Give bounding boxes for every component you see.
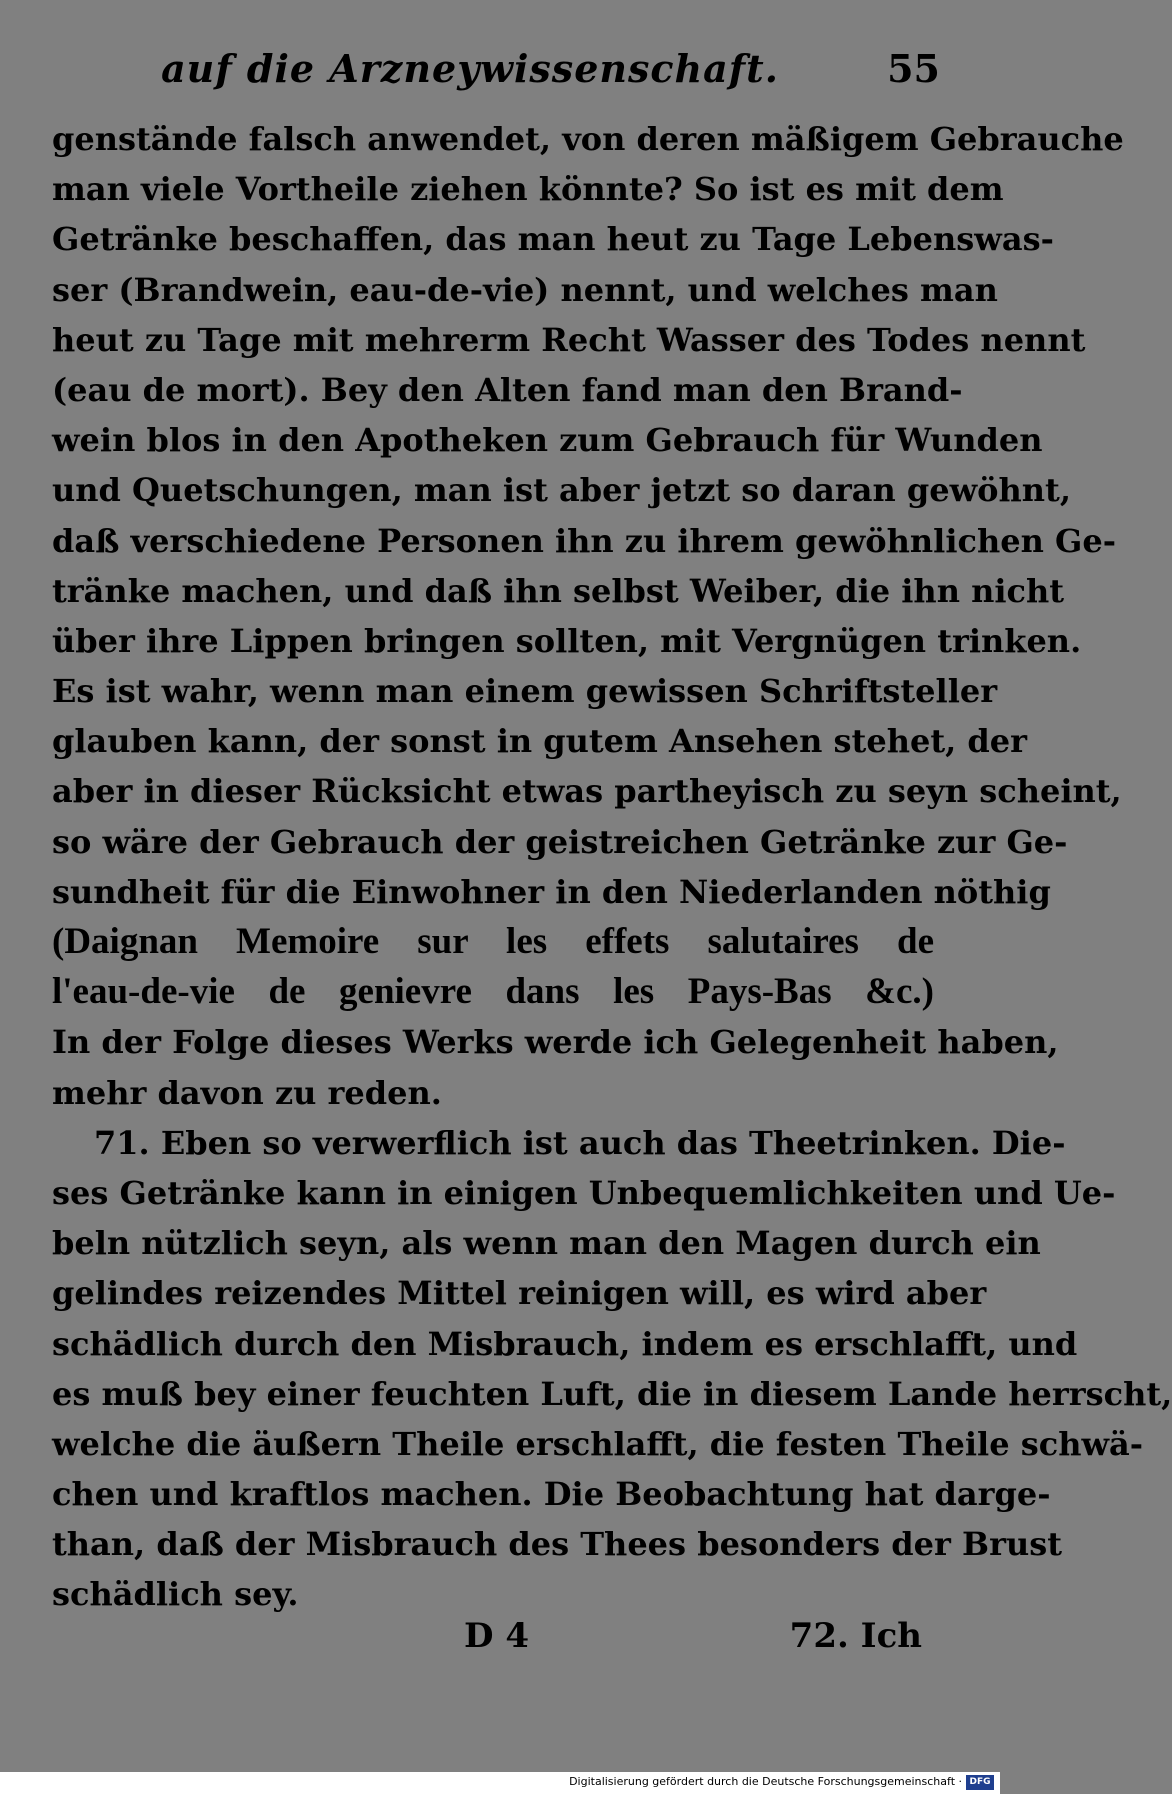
text-line: beln nützlich seyn, als wenn man den Magen durch ein (52, 1224, 1041, 1263)
page-number: 55 (887, 46, 940, 91)
text-line: glauben kann, der sonst in gutem Ansehen stehet, der (52, 722, 1027, 761)
body-text (52, 114, 1172, 1620)
text-line: chen und kraftlos machen. Die Beobachtung hat darge- (52, 1475, 1051, 1514)
text-line: schädlich sey. (52, 1575, 299, 1614)
text-line: tränke machen, und daß ihn selbst Weiber, die ihn nicht (52, 571, 1065, 610)
text-line: mehr davon zu reden. (52, 1073, 442, 1112)
paragraph-start-line: 71. Eben so verwerflich ist auch das Theetrinken. Die- (94, 1123, 1066, 1162)
page-footer (52, 1616, 922, 1676)
text-line: wein blos in den Apotheken zum Gebrauch für Wunden (52, 421, 1043, 460)
text-line: (eau de mort). Bey den Alten fand man den Brand- (52, 370, 963, 409)
text-line: In der Folge dieses Werks werde ich Gelegenheit haben, (52, 1023, 1059, 1062)
text-line: ser (Brandwein, eau-de-vie) nennt, und welches man (52, 270, 998, 309)
text-line: über ihre Lippen bringen sollten, mit Vergnügen trinken. (52, 621, 1082, 660)
text-line: schädlich durch den Misbrauch, indem es erschlafft, und (52, 1324, 1078, 1363)
text-line: than, daß der Misbrauch des Thees besonders der Brust (52, 1525, 1062, 1564)
signature-mark: D 4 (464, 1616, 529, 1656)
text-line: und Quetschungen, man ist aber jetzt so daran gewöhnt, (52, 471, 1071, 510)
text-line: heut zu Tage mit mehrerm Recht Wasser des Todes nennt (52, 320, 1086, 359)
digitization-credit-bar (0, 1772, 1000, 1794)
text-line: ses Getränke kann in einigen Unbequemlichkeiten und Ue- (52, 1173, 1116, 1212)
text-line: man viele Vortheile ziehen könnte? So ist es mit dem (52, 170, 1004, 209)
text-line: gelindes reizendes Mittel reinigen will, es wird aber (52, 1274, 987, 1313)
text-line: genstände falsch anwendet, von deren mäßigem Gebrauche (52, 120, 1124, 158)
text-line: es muß bey einer feuchten Luft, die in diesem Lande herrscht, (52, 1374, 1172, 1413)
citation-line: (Daignan Memoire sur les effets salutaires de (52, 921, 934, 962)
text-line: sundheit für die Einwohner in den Niederlanden nöthig (52, 872, 1051, 911)
text-line: aber in dieser Rücksicht etwas partheyisch zu seyn scheint, (52, 772, 1122, 811)
text-line: daß verschiedene Personen ihn zu ihrem gewöhnlichen Ge- (52, 521, 1116, 560)
citation-line: l'eau-de-vie de genievre dans les Pays-Bas &c.) (52, 971, 934, 1013)
running-title: auf die Arzneywissenschaft. (161, 46, 779, 91)
page-header (150, 40, 940, 100)
catchword: 72. Ich (789, 1616, 922, 1656)
credit-text: Digitalisierung gefördert durch die Deutsche Forschungsgemeinschaft · (569, 1775, 962, 1788)
text-line: welche die äußern Theile erschlafft, die festen Theile schwä- (52, 1424, 1144, 1463)
text-line: so wäre der Gebrauch der geistreichen Getränke zur Ge- (52, 822, 1068, 861)
text-line: Es ist wahr, wenn man einem gewissen Schriftsteller (52, 672, 998, 711)
dfg-logo: DFG (966, 1775, 994, 1790)
text-line: Getränke beschaffen, das man heut zu Tage Lebenswas- (52, 220, 1054, 259)
